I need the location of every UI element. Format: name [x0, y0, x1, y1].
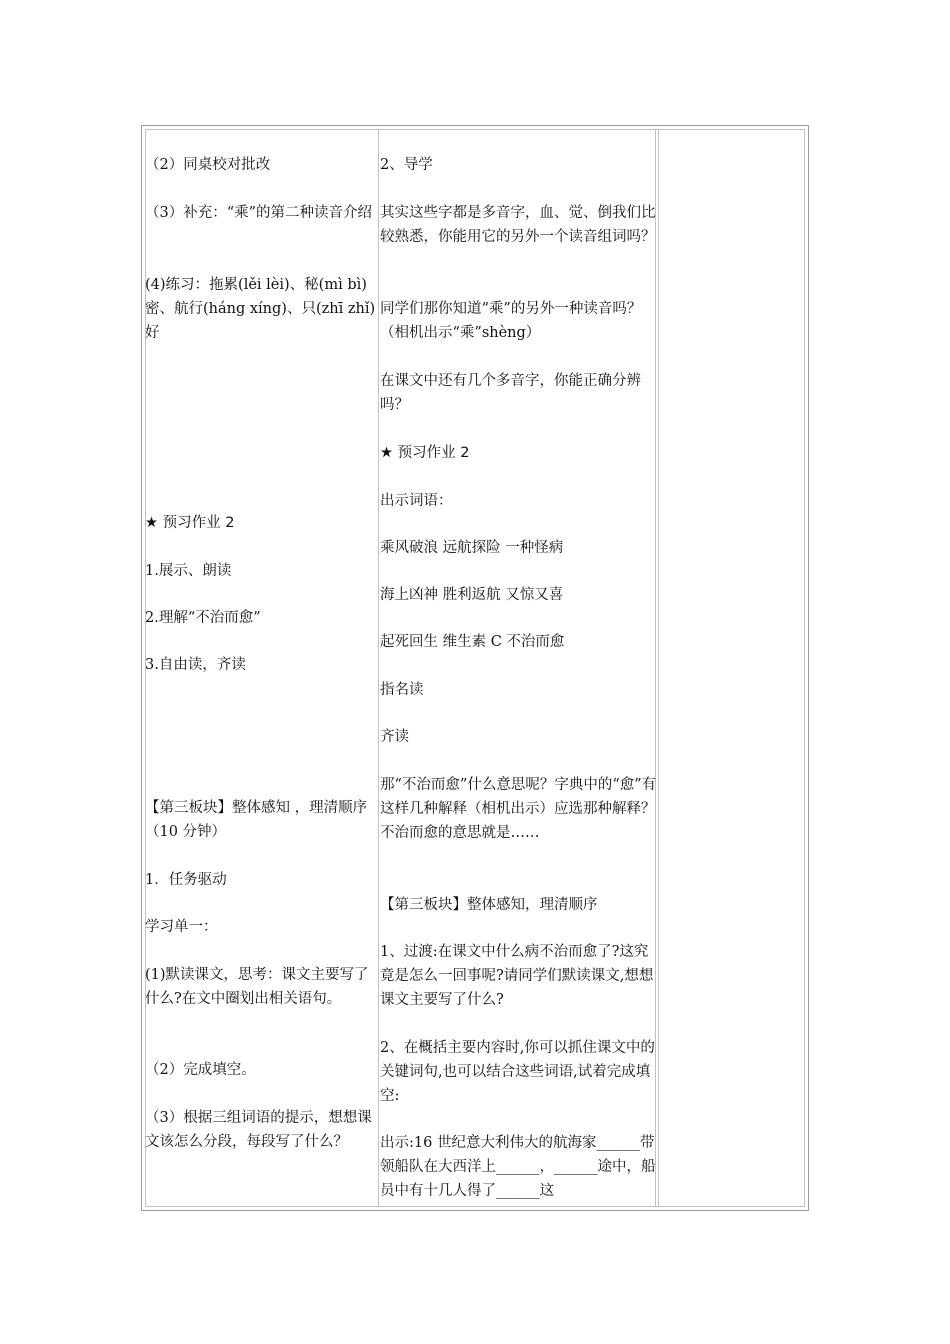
notes-column [661, 153, 801, 1203]
paragraph: 出示词语： [380, 493, 453, 509]
paragraph: 指名读 [380, 682, 424, 698]
paragraph: 2.理解“不治而愈” [145, 610, 261, 626]
paragraph: （2）同桌校对批改 [145, 157, 271, 173]
paragraph: 同学们那你知道“乘”的另外一种读音吗？（相机出示“乘”shèng） [380, 301, 642, 341]
paragraph: ★ 预习作业 2 [145, 515, 235, 531]
paragraph: 1.展示、朗读 [145, 563, 232, 579]
paragraph: 2、导学 [380, 157, 433, 173]
word-list-row: 起死回生 维生素 C 不治而愈 [380, 634, 565, 650]
paragraph: 在课文中还有几个多音字，你能正确分辨吗？ [380, 373, 641, 413]
paragraph: 1、过渡:在课文中什么病不治而愈了?这究竟是怎么一回事呢?请同学们默读课文,想想课文主要写了什么? [380, 944, 654, 1008]
column-divider-1 [378, 129, 379, 1207]
paragraph: （2）完成填空。 [145, 1062, 256, 1078]
section-heading: 【第三板块】整体感知，理清顺序 [380, 897, 598, 913]
student-activity-column [145, 153, 378, 1203]
teacher-guidance-column [380, 153, 661, 1203]
lesson-plan-table [141, 125, 809, 1211]
word-list-row: 乘风破浪 远航探险 一种怪病 [380, 540, 564, 556]
paragraph: （3）补充：“乘”的第二种读音介绍 [145, 205, 373, 221]
word-list-row: 海上凶神 胜利返航 又惊又喜 [380, 587, 564, 603]
paragraph: 学习单一： [145, 919, 218, 935]
paragraph: 2、在概括主要内容时,你可以抓住课文中的关键词句,也可以结合这些词语,试着完成填空: [380, 1040, 655, 1104]
section-heading: 【第三板块】整体感知 ，理清顺序（10 分钟） [145, 800, 368, 840]
paragraph: (1)默读课文，思考：课文主要写了什么?在文中圈划出相关语句。 [145, 967, 369, 1007]
paragraph: 1．任务驱动 [145, 872, 227, 888]
paragraph: 出示:16 世纪意大利伟大的航海家______带领船队在大西洋上______，______途中，船员中有十几人得了______这 [380, 1135, 656, 1199]
paragraph: 齐读 [380, 729, 409, 745]
paragraph: 其实这些字都是多音字，血、觉、倒我们比较熟悉，你能用它的另外一个读音组词吗？ [380, 205, 656, 245]
paragraph: 那“不治而愈”什么意思呢？字典中的“愈”有这样几种解释（相机出示）应选那种解释？不治而愈的意思就是…… [380, 777, 657, 841]
paragraph: 3.自由读，齐读 [145, 657, 246, 673]
paragraph: ★ 预习作业 2 [380, 445, 470, 461]
paragraph: （3）根据三组词语的提示，想想课文该怎么分段，每段写了什么？ [145, 1110, 372, 1150]
paragraph: (4)练习：拖累(lěi lèi)、秘(mì bì)密、航行(háng xíng)、只(zhī zhǐ)好 [145, 277, 376, 341]
